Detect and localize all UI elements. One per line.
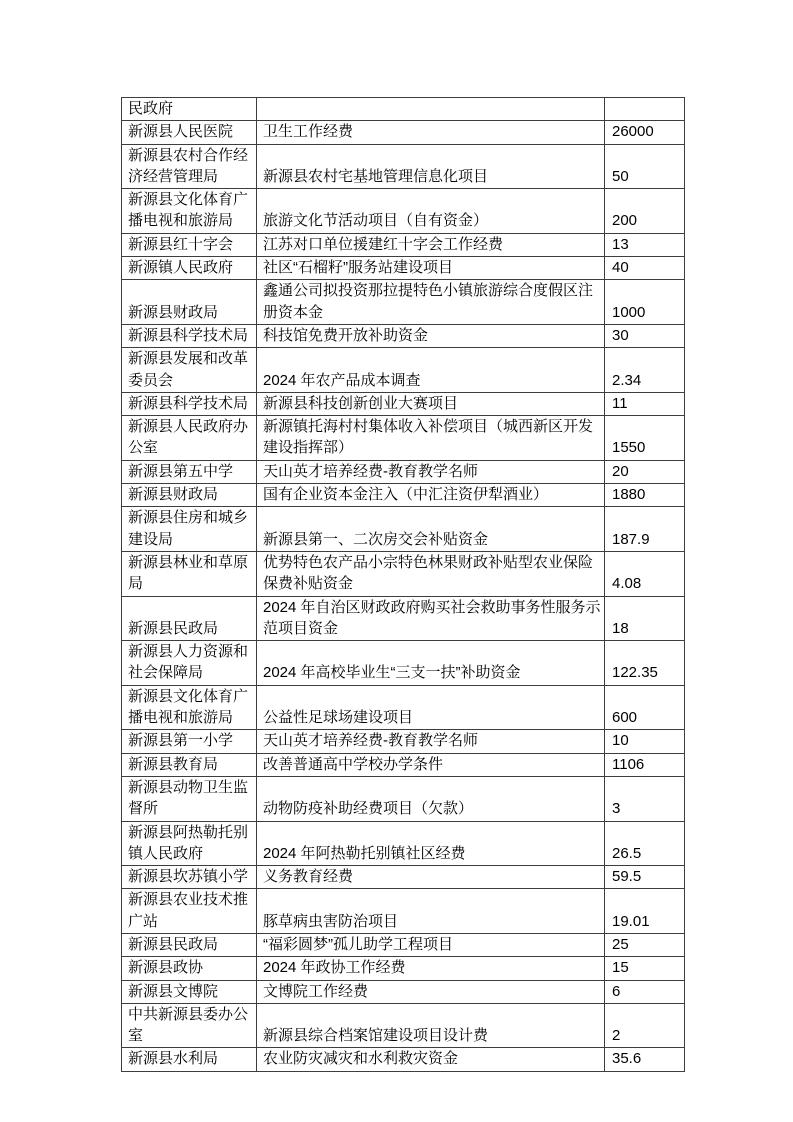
- amount-cell: 1106: [605, 753, 685, 776]
- amount-cell: 50: [605, 144, 685, 189]
- project-cell: 卫生工作经费: [257, 121, 605, 144]
- org-cell: 新源县发展和改革委员会: [122, 348, 257, 393]
- org-cell: 新源镇人民政府: [122, 257, 257, 280]
- table-row: [122, 144, 685, 189]
- org-cell: 新源县科学技术局: [122, 324, 257, 347]
- amount-cell: 200: [605, 189, 685, 234]
- amount-cell: 30: [605, 324, 685, 347]
- table-row: [122, 933, 685, 956]
- table-row: [122, 641, 685, 686]
- project-cell: 天山英才培养经费-教育教学名师: [257, 460, 605, 483]
- org-cell: 新源县人民政府办公室: [122, 416, 257, 461]
- org-cell: 新源县文博院: [122, 980, 257, 1003]
- table-row: [122, 1048, 685, 1071]
- project-cell: 新源县农村宅基地管理信息化项目: [257, 144, 605, 189]
- amount-cell: 20: [605, 460, 685, 483]
- table-row: [122, 957, 685, 980]
- amount-cell: 25: [605, 933, 685, 956]
- table-row: [122, 98, 685, 121]
- amount-cell: 19.01: [605, 889, 685, 934]
- project-cell: 公益性足球场建设项目: [257, 685, 605, 730]
- table-row: [122, 257, 685, 280]
- table-row: [122, 821, 685, 866]
- org-cell: 新源县第五中学: [122, 460, 257, 483]
- table-row: [122, 753, 685, 776]
- org-cell: 新源县坎苏镇小学: [122, 866, 257, 889]
- project-cell: 新源县第一、二次房交会补贴资金: [257, 507, 605, 552]
- budget-table-body: [122, 98, 685, 1072]
- project-cell: 鑫通公司拟投资那拉提特色小镇旅游综合度假区注册资本金: [257, 280, 605, 325]
- project-cell: 2024 年政协工作经费: [257, 957, 605, 980]
- project-cell: 优势特色农产品小宗特色林果财政补贴型农业保险保费补贴资金: [257, 551, 605, 596]
- amount-cell: 13: [605, 233, 685, 256]
- amount-cell: 2.34: [605, 348, 685, 393]
- org-cell: 新源县农村合作经济经营管理局: [122, 144, 257, 189]
- table-row: [122, 507, 685, 552]
- table-row: [122, 889, 685, 934]
- org-cell: 新源县人力资源和社会保障局: [122, 641, 257, 686]
- project-cell: 天山英才培养经费-教育教学名师: [257, 730, 605, 753]
- org-cell: 新源县红十字会: [122, 233, 257, 256]
- table-row: [122, 324, 685, 347]
- org-cell: 民政府: [122, 98, 257, 121]
- project-cell: 新源县科技创新创业大赛项目: [257, 392, 605, 415]
- project-cell: 农业防灾减灾和水利救灾资金: [257, 1048, 605, 1071]
- amount-cell: 2: [605, 1003, 685, 1048]
- project-cell: 旅游文化节活动项目（自有资金）: [257, 189, 605, 234]
- table-row: [122, 416, 685, 461]
- table-row: [122, 551, 685, 596]
- table-row: [122, 685, 685, 730]
- amount-cell: 3: [605, 776, 685, 821]
- table-row: [122, 121, 685, 144]
- project-cell: 2024 年高校毕业生“三支一扶”补助资金: [257, 641, 605, 686]
- amount-cell: 1550: [605, 416, 685, 461]
- project-cell: [257, 98, 605, 121]
- org-cell: 新源县科学技术局: [122, 392, 257, 415]
- budget-table: [121, 97, 685, 1072]
- org-cell: 中共新源县委办公室: [122, 1003, 257, 1048]
- amount-cell: [605, 98, 685, 121]
- amount-cell: 11: [605, 392, 685, 415]
- org-cell: 新源县阿热勒托别镇人民政府: [122, 821, 257, 866]
- project-cell: 新源县综合档案馆建设项目设计费: [257, 1003, 605, 1048]
- amount-cell: 187.9: [605, 507, 685, 552]
- org-cell: 新源县第一小学: [122, 730, 257, 753]
- org-cell: 新源县政协: [122, 957, 257, 980]
- amount-cell: 26.5: [605, 821, 685, 866]
- project-cell: 科技馆免费开放补助资金: [257, 324, 605, 347]
- org-cell: 新源县财政局: [122, 280, 257, 325]
- table-row: [122, 460, 685, 483]
- table-row: [122, 776, 685, 821]
- table-row: [122, 1003, 685, 1048]
- project-cell: 2024 年自治区财政政府购买社会救助事务性服务示范项目资金: [257, 596, 605, 641]
- project-cell: 新源镇托海村村集体收入补偿项目（城西新区开发建设指挥部）: [257, 416, 605, 461]
- table-row: [122, 866, 685, 889]
- org-cell: 新源县文化体育广播电视和旅游局: [122, 189, 257, 234]
- amount-cell: 35.6: [605, 1048, 685, 1071]
- org-cell: 新源县民政局: [122, 933, 257, 956]
- table-row: [122, 233, 685, 256]
- table-row: [122, 596, 685, 641]
- amount-cell: 1000: [605, 280, 685, 325]
- amount-cell: 40: [605, 257, 685, 280]
- table-row: [122, 348, 685, 393]
- table-row: [122, 980, 685, 1003]
- amount-cell: 15: [605, 957, 685, 980]
- org-cell: 新源县财政局: [122, 484, 257, 507]
- project-cell: 2024 年农产品成本调查: [257, 348, 605, 393]
- project-cell: 义务教育经费: [257, 866, 605, 889]
- project-cell: 国有企业资本金注入（中汇注资伊犁酒业）: [257, 484, 605, 507]
- project-cell: 动物防疫补助经费项目（欠款）: [257, 776, 605, 821]
- table-row: [122, 392, 685, 415]
- project-cell: 文博院工作经费: [257, 980, 605, 1003]
- amount-cell: 18: [605, 596, 685, 641]
- org-cell: 新源县人民医院: [122, 121, 257, 144]
- amount-cell: 26000: [605, 121, 685, 144]
- org-cell: 新源县教育局: [122, 753, 257, 776]
- table-row: [122, 484, 685, 507]
- amount-cell: 4.08: [605, 551, 685, 596]
- amount-cell: 10: [605, 730, 685, 753]
- org-cell: 新源县民政局: [122, 596, 257, 641]
- project-cell: 2024 年阿热勒托别镇社区经费: [257, 821, 605, 866]
- org-cell: 新源县文化体育广播电视和旅游局: [122, 685, 257, 730]
- project-cell: “福彩圆梦”孤儿助学工程项目: [257, 933, 605, 956]
- org-cell: 新源县住房和城乡建设局: [122, 507, 257, 552]
- amount-cell: 6: [605, 980, 685, 1003]
- org-cell: 新源县动物卫生监督所: [122, 776, 257, 821]
- amount-cell: 59.5: [605, 866, 685, 889]
- amount-cell: 1880: [605, 484, 685, 507]
- amount-cell: 600: [605, 685, 685, 730]
- project-cell: 社区“石榴籽”服务站建设项目: [257, 257, 605, 280]
- project-cell: 豚草病虫害防治项目: [257, 889, 605, 934]
- amount-cell: 122.35: [605, 641, 685, 686]
- table-row: [122, 189, 685, 234]
- project-cell: 改善普通高中学校办学条件: [257, 753, 605, 776]
- org-cell: 新源县农业技术推广站: [122, 889, 257, 934]
- org-cell: 新源县水利局: [122, 1048, 257, 1071]
- org-cell: 新源县林业和草原局: [122, 551, 257, 596]
- table-row: [122, 730, 685, 753]
- project-cell: 江苏对口单位援建红十字会工作经费: [257, 233, 605, 256]
- table-row: [122, 280, 685, 325]
